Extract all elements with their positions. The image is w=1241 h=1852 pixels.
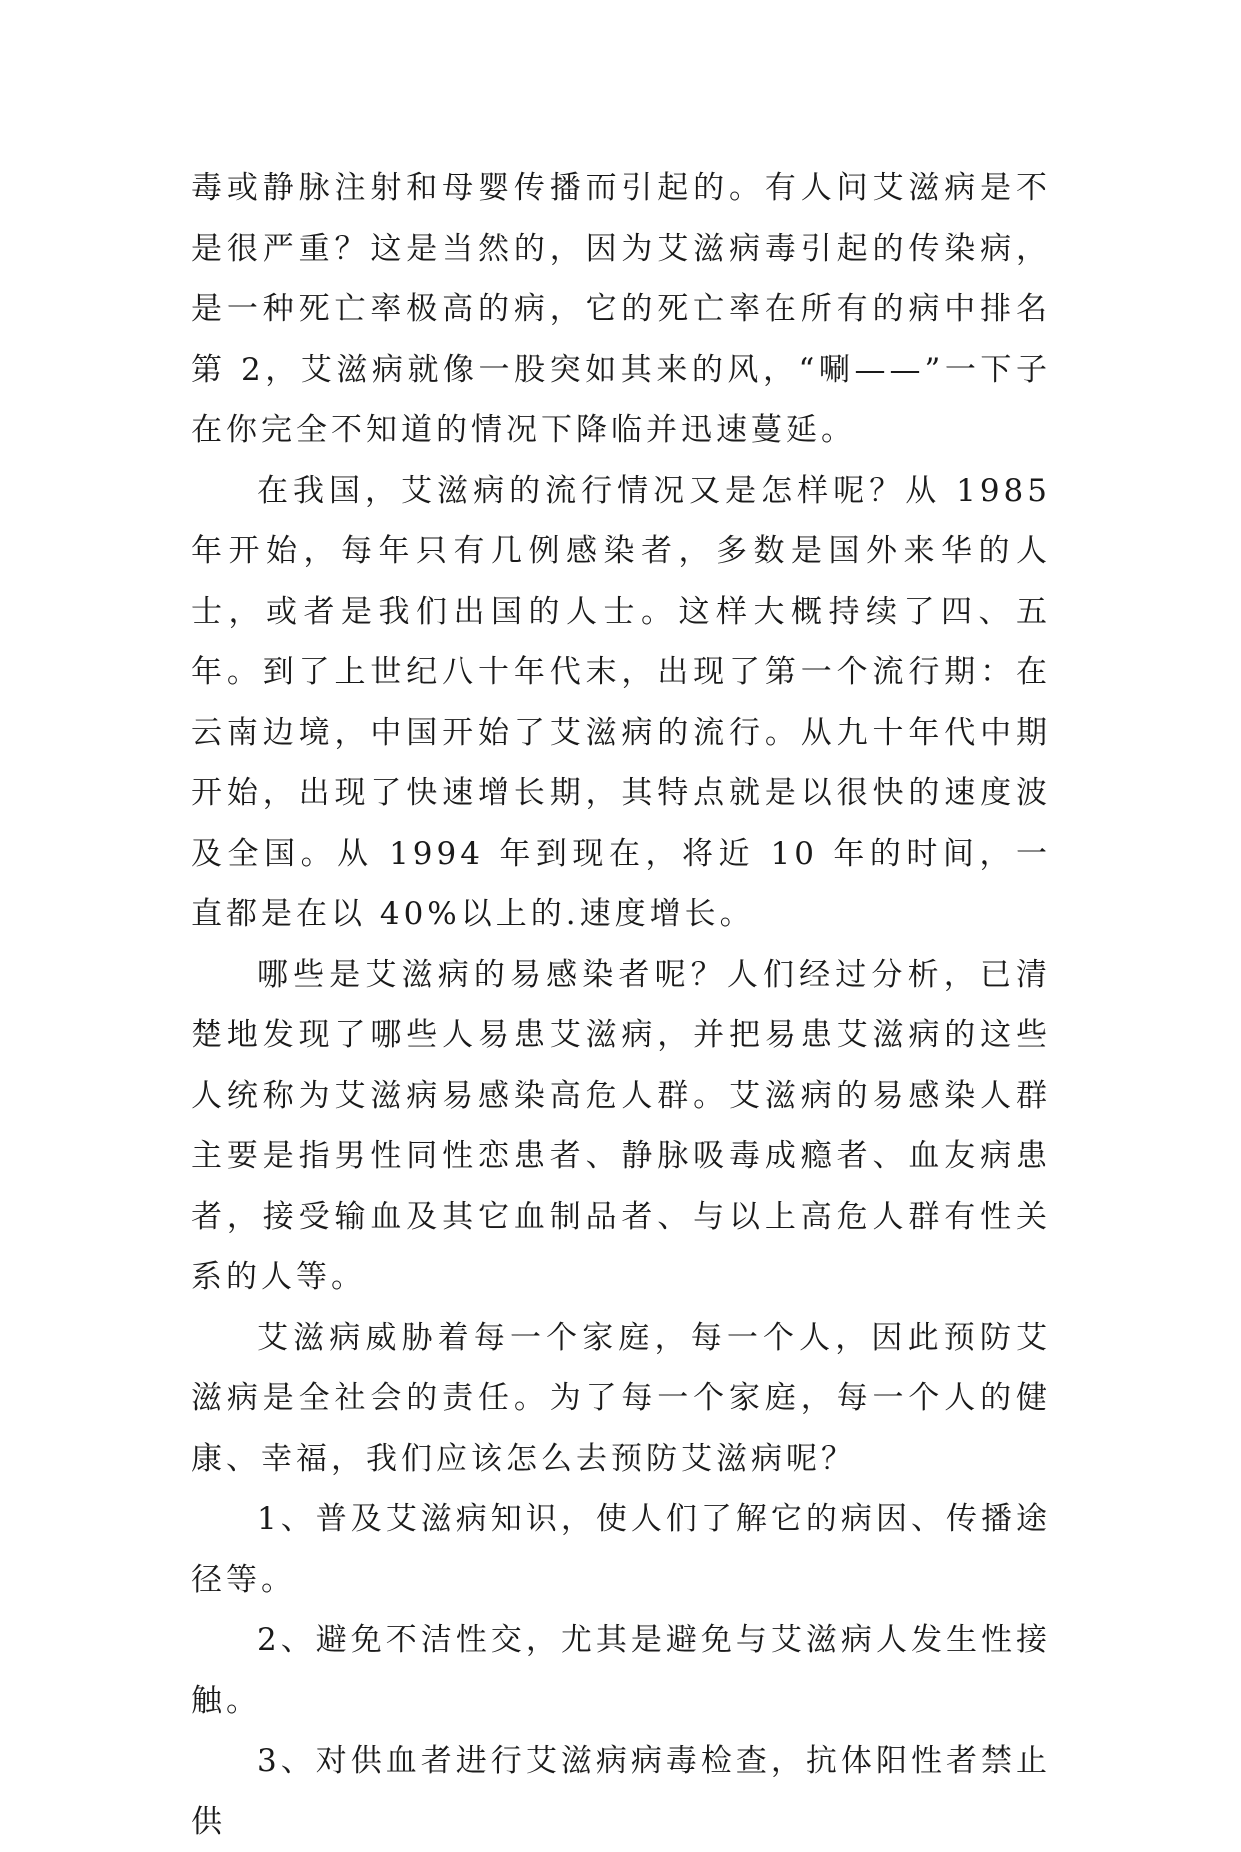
document-page — [191, 158, 1051, 1852]
list-item-prevention-3: 3、对供血者进行艾滋病病毒检查，抗体阳性者禁止供 — [191, 1743, 1051, 1840]
paragraph-high-risk-groups: 哪些是艾滋病的易感染者呢？人们经过分析，已清楚地发现了哪些人易患艾滋病，并把易患艾滋病的这些人统称为艾滋病易感染高危人群。艾滋病的易感染人群主要是指男性同性恋患者、静脉吸毒成瘾者、血友病患者，接受输血及其它血制品者、与以上高危人群有性关系的人等。 — [191, 956, 1051, 1295]
paragraph-china-epidemic: 在我国，艾滋病的流行情况又是怎样呢？从 1985 年开始，每年只有几例感染者，多数是国外来华的人士，或者是我们出国的人士。这样大概持续了四、五年。到了上世纪八十年代末，出现了第一个流行期：在云南边境，中国开始了艾滋病的流行。从九十年代中期开始，出现了快速增长期，其特点就是以很快的速度波及全国。从 1994 年到现在，将近 10 年的时间，一直都是在以 40%以上的.速度增长。 — [191, 472, 1051, 932]
paragraph-transmission-severity: 毒或静脉注射和母婴传播而引起的。有人问艾滋病是不是很严重？这是当然的，因为艾滋病毒引起的传染病，是一种死亡率极高的病，它的死亡率在所有的病中排名第 2，艾滋病就像一股突如其来的风，“唰——”一下子在你完全不知道的情况下降临并迅速蔓延。 — [191, 170, 1051, 448]
list-item-prevention-1: 1、普及艾滋病知识，使人们了解它的病因、传播途径等。 — [191, 1501, 1051, 1598]
paragraph-prevention-intro: 艾滋病威胁着每一个家庭，每一个人，因此预防艾滋病是全社会的责任。为了每一个家庭，每一个人的健康、幸福，我们应该怎么去预防艾滋病呢？ — [191, 1319, 1051, 1477]
list-item-prevention-2: 2、避免不洁性交，尤其是避免与艾滋病人发生性接触。 — [191, 1622, 1051, 1719]
